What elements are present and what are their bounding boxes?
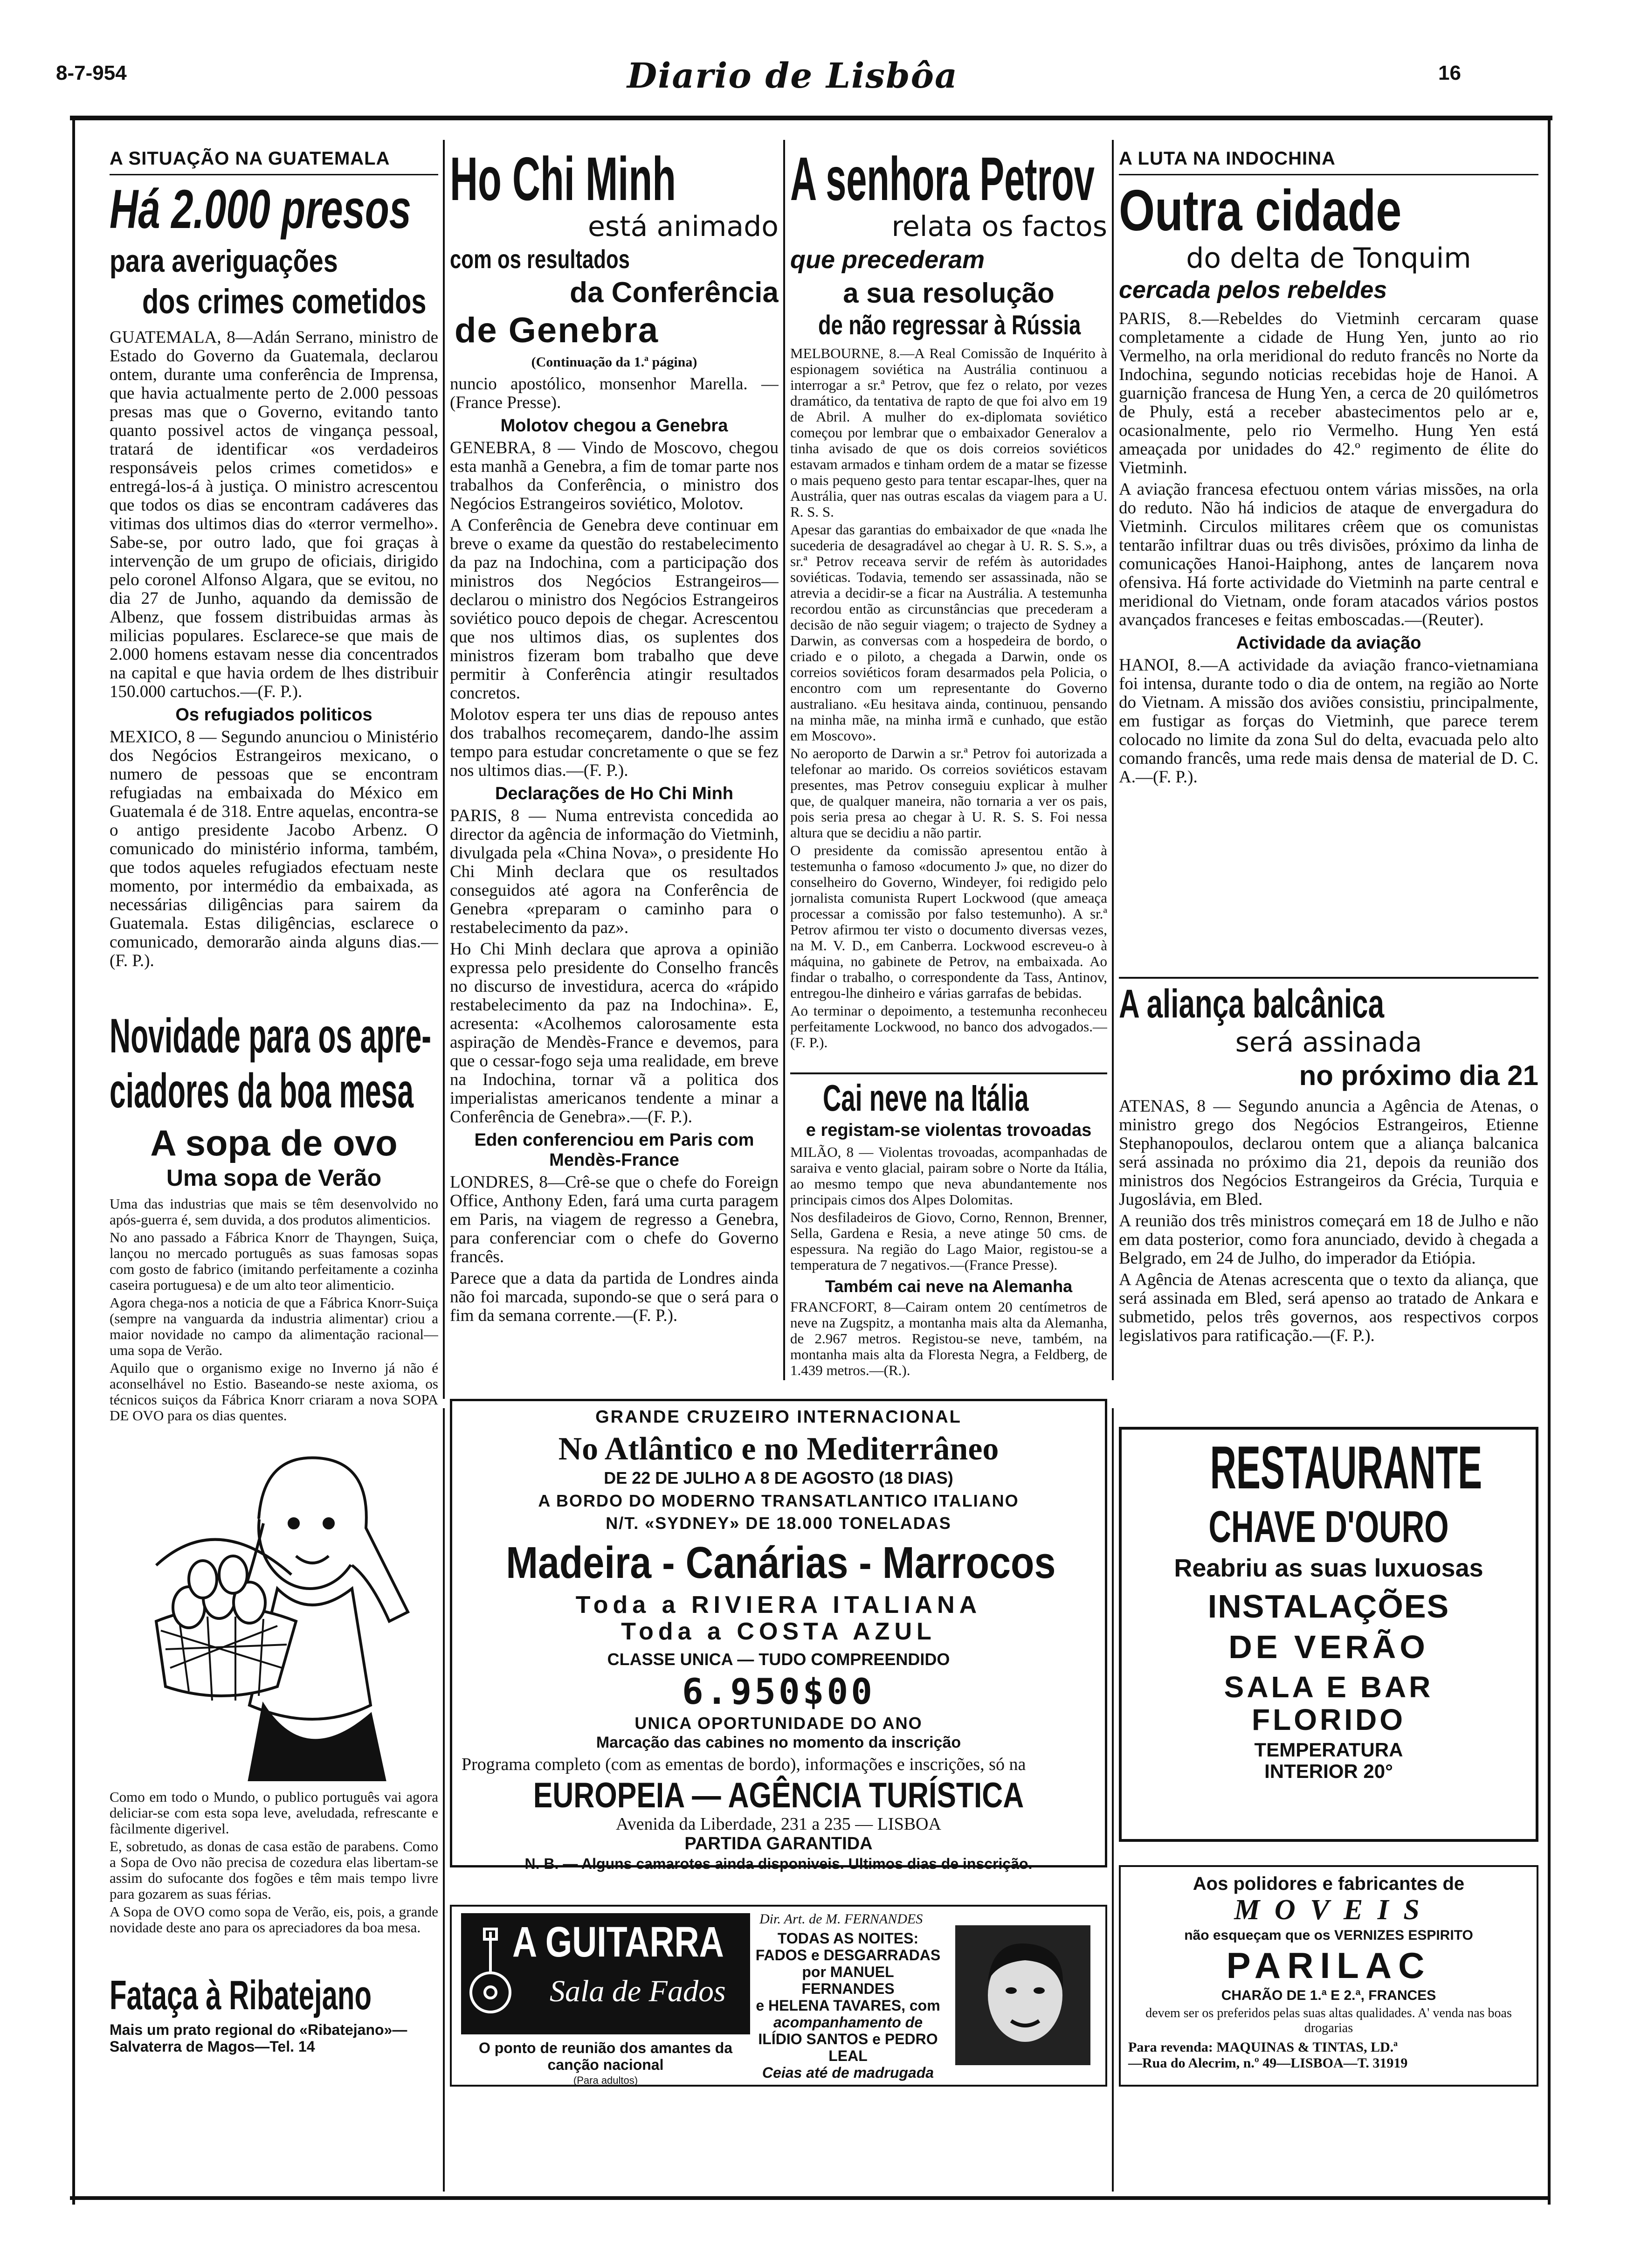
restaurant-line: SALA E BAR <box>1224 1670 1434 1704</box>
section-kicker: A SITUAÇÃO NA GUATEMALA <box>110 148 438 175</box>
snow-italy-article <box>790 1079 1107 1383</box>
ad-paragraph: Como em todo o Mundo, o publico português vai agora deliciar-se com esta sopa leve, aveludada, refrescante e fàcilmente digerivel. <box>110 1789 438 1837</box>
headline: relata os factos <box>891 210 1107 243</box>
ad-paragraph: A Sopa de OVO como sopa de Verão, eis, pois, a grande novidade deste ano para os apreciadores da boa mesa. <box>110 1903 438 1936</box>
column-divider <box>1112 1408 1114 2192</box>
cruise-line: No Atlântico e no Mediterrâneo <box>558 1431 999 1467</box>
headline: e registam-se violentas trovoadas <box>806 1120 1092 1140</box>
petrov-article <box>790 148 1107 1072</box>
headline: está animado <box>587 210 779 243</box>
restaurant-line: TEMPERATURA <box>1254 1738 1403 1761</box>
continuation-note: (Continuação da 1.ª página) <box>531 354 697 370</box>
ad-paragraph: E, sobretudo, as donas de casa estão de parabens. Como a Sopa de Ovo não precisa de cozedura elas libertam-se assim do sufocante dos fogões e têm mais tempo livre para gozarem as suas férias. <box>110 1838 438 1902</box>
article-paragraph: No aeroporto de Darwin a sr.ª Petrov foi autorizada a telefonar ao marido. Os correios soviéticos estavam presentes, mas Petrov conseguiu explicar à mulher que, de qualquer maneira, não tornaria a ver os pais, pois seria presa ao chegar à U. R. S. S. Foi nessa altura que se decidiu a não partir. <box>790 745 1107 841</box>
header-rule <box>70 116 1552 120</box>
page-border-left <box>72 116 75 2205</box>
column-divider <box>783 140 785 1380</box>
guitarra-line: por MANUEL FERNANDES <box>801 1964 895 1997</box>
article-paragraph: MELBOURNE, 8.—A Real Comissão de Inquérito à espionagem soviética na Austrália continuou a interrogar a sr.ª Petrov, que fez o relato, por vezes dramático, da tentativa de rapto de que foi alvo em 19 de Abril. A mulher do ex-diplomata soviético começou por lembrar que o embaixador Generalov a tinha avisado de que os dois correios soviéticos estavam armados e tinham ordem de a matar se fizesse o mais pequeno gesto para tentar escapar-lhes, quer na Austrália, quer nas outras escalas da viagem para a U. R. S. S. <box>790 345 1107 520</box>
restaurant-line: DE VERÃO <box>1228 1628 1429 1665</box>
ad-paragraph: Aquilo que o organismo exige no Inverno já não é aconselhável no Estio. Baseando-se neste axioma, os técnicos suiços da Fábrica Knorr criaram a nova SOPA DE OVO para os dias quentes. <box>110 1360 438 1424</box>
cruise-line: N/T. «SYDNEY» DE 18.000 TONELADAS <box>606 1513 952 1533</box>
guitarra-director: Dir. Art. de M. FERNANDES <box>759 1911 923 1927</box>
headline: Fataça à Ribatejano <box>110 1975 372 2018</box>
headline: Cai neve na Itália <box>823 1079 1029 1119</box>
parilac-advertisement <box>1119 1865 1538 2087</box>
page-border-right <box>1548 116 1551 2205</box>
section-rule <box>1119 977 1538 979</box>
ad-paragraph: Agora chega-nos a noticia de que a Fábrica Knorr-Suiça (sempre na vanguarda da industria alimentar) criou a maior novidade no campo da alimentação racional—uma sopa de Verão. <box>110 1294 438 1358</box>
cruise-note: N. B. — Alguns camarotes ainda disponiveis. Ultimos dias de inscrição. <box>524 1855 1033 1872</box>
article-paragraph: Ho Chi Minh declara que aprova a opinião expressa pelo presidente do Conselho francês no discurso de investidura, acerca do «rápido restabelecimento da paz na Indochina». E, acresenta: «Acolhemos calorosamente esta aspiração de Mendès-France e devemos, para que o cessar-fogo seja uma realidade, em breve na Indochina, tornar vã a politica dos imperialistas americanos tendente a minar a Conferência de Genebra».—(F. P.). <box>450 940 779 1127</box>
restaurant-line: INSTALAÇÕES <box>1207 1588 1450 1625</box>
guitarra-line: acompanhamento de <box>773 2014 923 2031</box>
parilac-line: Aos polidores e fabricantes de <box>1193 1874 1465 1894</box>
ad-headline: A sopa de ovo <box>150 1122 398 1163</box>
headline: de não regressar à Rússia <box>818 310 1081 340</box>
headline: dos crimes cometidos <box>142 282 427 321</box>
subheading: Declarações de Ho Chi Minh <box>495 784 733 803</box>
restaurant-advertisement <box>1119 1427 1538 1842</box>
headline: da Conferência <box>570 277 779 309</box>
balkan-alliance-article <box>1119 984 1538 1390</box>
headline: de Genebra <box>455 311 659 350</box>
guitar-icon <box>465 1927 516 2020</box>
sopa-de-ovo-ad <box>110 1012 438 1968</box>
subheading: Eden conferenciou em Paris com Mendès-France <box>474 1130 754 1170</box>
headline: A senhora Petrov <box>790 148 1095 213</box>
guitarra-note: (Para adultos) <box>573 2074 638 2086</box>
headline: Há 2.000 presos <box>110 179 412 240</box>
headline: Ho Chi Minh <box>450 148 676 213</box>
subheading: Os refugiados politicos <box>175 705 372 725</box>
headline: será assinada <box>1235 1026 1422 1058</box>
article-paragraph: MILÃO, 8 — Violentas trovoadas, acompanhadas de saraiva e vento glacial, pairam sobre o Norte da Itália, ao mesmo tempo que neva abundantemente nos principais cimos dos Alpes Dolomitas. <box>790 1144 1107 1208</box>
article-paragraph: ATENAS, 8 — Segundo anuncia a Agência de Atenas, o ministro grego dos Negócios Estrangeiros, Etienne Stephanopoulos, declarou ontem que a aliança balcanica será assinada no próximo dia 21, depois da reunião dos ministros dos Negócios Estrangeiros da Grécia, Turquia e Jugoslávia, em Bled. <box>1119 1097 1538 1209</box>
subheading: Molotov chegou a Genebra <box>500 416 728 436</box>
parilac-line: não esqueçam que os VERNIZES ESPIRITO <box>1184 1928 1473 1943</box>
article-paragraph: Ao terminar o depoimento, a testemunha reconheceu perfeitamente Lockwood, no banco dos advogados.—(F. P.). <box>790 1003 1107 1051</box>
page-border-bottom <box>70 2196 1551 2200</box>
cruise-price: 6.950$00 <box>682 1671 876 1713</box>
subheading: Actividade da aviação <box>1236 633 1421 653</box>
headline: para averiguações <box>110 243 338 279</box>
guitarra-subtitle: Sala de Fados <box>550 1974 726 2008</box>
article-paragraph: O presidente da comissão apresentou então à testemunha o famoso «documento J» que, no dizer do conselheiro do Governo, Windeyer, foi redigido pelo jornalista comunista Rupert Lockwood (que ameaça processar a comissão por falso testemunho). A sr.ª Petrov afirmou ter visto o documento diversas vezes, na M. V. D., em Canberra. Lockwood escreveu-o à máquina, no gabinete de Petrov, na embaixada. Ao findar o trabalho, o correspondente da Tass, Antinov, entregou-lhe dinheiro e várias garrafas de bebidas. <box>790 842 1107 1001</box>
section-rule <box>790 1072 1107 1074</box>
restaurant-line: FLORIDO <box>1252 1703 1406 1737</box>
parilac-line: —Rua do Alecrim, n.º 49—LISBOA—T. 31919 <box>1128 2055 1408 2071</box>
parilac-line: M O V E I S <box>1234 1894 1423 1926</box>
guitarra-line: TODAS AS NOITES: <box>777 1930 919 1947</box>
ad-headline: ciadores da boa mesa <box>110 1064 414 1118</box>
ho-chi-minh-article <box>450 148 779 1379</box>
article-paragraph: A Agência de Atenas acrescenta que o texto da aliança, que será assinada em Bled, será apenso ao tratado de Ankara e submetido, pelos três governos, aos respectivos corpos legislativos para ratificação.—(F. P.). <box>1119 1270 1538 1345</box>
ad-paragraph: No ano passado a Fábrica Knorr de Thayngen, Suiça, lançou no mercado português as suas famosas sopas com gosto de fabrico (imitando perfeitamente a cozinha caseira portuguesa) e de um alto teor alimenticio. <box>110 1229 438 1293</box>
column-divider <box>443 1408 445 2192</box>
guitarra-line: Ceias até de madrugada <box>762 2064 934 2081</box>
restaurant-line: RESTAURANTE <box>1210 1433 1482 1501</box>
article-paragraph: PARIS, 8.—Rebeldes do Vietminh cercaram quase completamente a cidade de Hung Yen, junto ao rio Vermelho, na orla meridional do reduto francês no Norte da Indochina, segundo noticias recebidas hoje de Hanoi. A guarnição francesa de Hung Yen, a cerca de 20 quilómetros de Phuly, está a receber abastecimentos pelo ar e, ocasionalmente, pelo rio Vermelho. Hung Yen está ameaçada por unidades do 42.º regimento de élite do Vietminh. <box>1119 309 1538 477</box>
ad-headline: Uma sopa de Verão <box>166 1165 382 1191</box>
article-paragraph: A Conferência de Genebra deve continuar em breve o exame da questão do restabelecimento da paz na Indochina, com a participação dos ministros dos Negócios Estrangeiros—declarou o ministro dos Negócios Estrangeiros soviético pouco depois de chegar. Acrescentou que nos ultimos dias, os suplentes dos ministros fizeram bom trabalho que deve permitir à Conferência atingir resultados concretos. <box>450 516 779 703</box>
guitarra-logo-panel <box>461 1913 750 2034</box>
headline: cercada pelos rebeldes <box>1119 277 1387 304</box>
parilac-line: devem ser os preferidos pelas suas altas qualidades. A' venda nas boas drogarias <box>1145 2005 1512 2035</box>
cruise-line: PARTIDA GARANTIDA <box>684 1834 873 1854</box>
guitarra-program <box>755 1930 941 2081</box>
issue-date: 8-7-954 <box>56 62 127 84</box>
travel-agency-address: Avenida da Liberdade, 231 a 235 — LISBOA <box>616 1814 941 1834</box>
article-paragraph: nuncio apostólico, monsenhor Marella. —(France Presse). <box>450 374 779 412</box>
parilac-line: Para revenda: MAQUINAS & TINTAS, LD.ª <box>1128 2039 1398 2055</box>
singer-photo <box>955 1925 1090 2065</box>
column-divider <box>443 140 445 1399</box>
fataca-item <box>110 1975 438 2068</box>
parilac-line: CHARÃO DE 1.ª E 2.ª, FRANCES <box>1221 1987 1436 2003</box>
article-paragraph: Parece que a data da partida de Londres ainda não foi marcada, supondo-se que o será para o fim da semana corrente.—(F. P.). <box>450 1269 779 1325</box>
fataca-text: Mais um prato regional do «Ribatejano»—Salvaterra de Magos—Tel. 14 <box>110 2021 407 2055</box>
article-paragraph: Molotov espera ter uns dias de repouso antes dos trabalhos recomeçarem, dando-lhe assim tempo para estudar concretamente o que se fez nos ultimos dias.—(F. P.). <box>450 705 779 780</box>
cruise-line: UNICA OPORTUNIDADE DO ANO <box>634 1713 923 1733</box>
headline: a sua resolução <box>843 277 1055 309</box>
article-paragraph: A reunião dos três ministros começará em 18 de Julho e não em data posterior, como fora anunciado, devido à chegada a Belgrado, em 24 de Julho, do imperador da Etiópia. <box>1119 1211 1538 1268</box>
guitarra-title: A GUITARRA <box>512 1918 724 1966</box>
headline: no próximo dia 21 <box>1299 1060 1538 1091</box>
article-paragraph: A aviação francesa efectuou ontem várias missões, na orla do reduto. Não há indicios de ataque de envergadura do Vietminh. Circulos militares crêem que os comunistas tentarão infiltrar duas ou três divisões, próximo da linha de comunicações Hanoi-Haiphong, antes de lançarem nova ofensiva. Há forte actividade do Vietminh na parte central e meridional do Vietnam, onde foram atacados vários postos avançados franceses e feitas emboscadas.—(Reuter). <box>1119 480 1538 629</box>
article-paragraph: HANOI, 8.—A actividade da aviação franco-vietnamiana foi intensa, durante todo o dia de ontem, na região ao Norte do Vietnam. A missão dos aviões consistiu, principalmente, em fustigar as forças do Vietminh, que parece terem colocado no limite da zona Sul do delta, evacuada pelo alto comando francês, uma rede mais densa de material de D. C. A.—(F. P.). <box>1119 656 1538 787</box>
headline: do delta de Tonquim <box>1186 242 1471 275</box>
guitarra-line: ILÍDIO SANTOS e PEDRO <box>758 2031 938 2047</box>
article-paragraph: Nos desfiladeiros de Giovo, Corno, Rennon, Brenner, Sella, Gardena e Resia, a neve atinge 50 cms. de espessura. Na região do Lago Maior, registou-se a temperatura de 7 negativos.—(France Presse). <box>790 1209 1107 1273</box>
guatemala-article <box>110 148 438 1020</box>
guitarra-advertisement <box>450 1905 1107 2087</box>
restaurant-line: Reabriu as suas luxuosas <box>1174 1554 1483 1582</box>
cruise-line: DE 22 DE JULHO A 8 DE AGOSTO (18 DIAS) <box>604 1468 953 1487</box>
cruise-line: Toda a COSTA AZUL <box>621 1618 936 1646</box>
subheading: Também cai neve na Alemanha <box>825 1277 1073 1296</box>
masthead: Diario de Lisbôa <box>627 56 958 96</box>
indochina-article <box>1119 148 1538 988</box>
article-paragraph: PARIS, 8 — Numa entrevista concedida ao director da agência de informação do Vietminh, divulgada pela «China Nova», o presidente Ho Chi Minh declara que os resultados conseguidos até agora na Conferência de Genebra «preparam o caminho para o restabelecimento da paz». <box>450 806 779 937</box>
guitarra-line: e HELENA TAVARES, com <box>756 1997 940 2014</box>
cruise-line: GRANDE CRUZEIRO INTERNACIONAL <box>595 1407 962 1427</box>
section-kicker: A LUTA NA INDOCHINA <box>1119 148 1538 175</box>
cruise-destinations: Madeira - Canárias - Marrocos <box>506 1537 1056 1588</box>
guitarra-line: LEAL <box>828 2047 868 2064</box>
woman-with-egg-basket-illustration <box>110 1425 436 1789</box>
article-paragraph: LONDRES, 8—Crê-se que o chefe do Foreign Office, Anthony Eden, fará uma curta paragem em Paris, na viagem de regresso a Genebra, para conferenciar com o chefe do Governo francês. <box>450 1173 779 1266</box>
restaurant-line: INTERIOR 20° <box>1264 1760 1393 1782</box>
article-paragraph: GUATEMALA, 8—Adán Serrano, ministro de Estado do Governo da Guatemala, declarou ontem, durante uma conferência de Imprensa, que havia actualmente perto de 2.000 pessoas presas mas que o Governo, evitando tanto quanto possivel actos de vingança pessoal, tratará de identificar «os verdadeiros responsáveis pelos crimes cometidos» e entregá-los-á à justiça. O ministro acrescentou que todos os dias se encontram cadáveres das vitimas dos ultimos dias do «terror vermelho». Sabe-se, por outro lado, que foi graças à intervenção de um grupo de oficiais, dirigido pelo coronel Alfonso Algara, que se evitou, no dia 27 de Junho, aquando da demissão de Albenz, que fossem distribuidas armas às milicias populares. Esclarece-se que mais de 2.000 homens estavam nesse dia concentrados na capital e que havia ordem de lhes distribuir 150.000 cartuchos.—(F. P.). <box>110 328 438 701</box>
guitarra-tagline: O ponto de reunião dos amantes da canção nacional <box>478 2040 733 2073</box>
article-paragraph: GENEBRA, 8 — Vindo de Moscovo, chegou esta manhã a Genebra, a fim de tomar parte nos trabalhos da Conferência, o ministro dos Negócios Estrangeiros soviético, Molotov. <box>450 438 779 513</box>
restaurant-name: CHAVE D'OURO <box>1208 1502 1449 1552</box>
ad-headline: Novidade para os apre- <box>110 1012 432 1063</box>
article-paragraph: FRANCFORT, 8—Cairam ontem 20 centímetros de neve na Zugspitz, a montanha mais alta da Alemanha, de 2.967 metros. Registou-se neve, também, na montanha mais alta da Floresta Negra, a Feldberg, de 1.439 metros.—(R.). <box>790 1299 1107 1378</box>
page-number: 16 <box>1438 62 1461 84</box>
headline: Outra cidade <box>1119 179 1402 243</box>
headline: A aliança balcânica <box>1119 984 1385 1026</box>
cruise-line: CLASSE UNICA — TUDO COMPREENDIDO <box>607 1649 950 1669</box>
guitarra-line: FADOS e DESGARRADAS <box>755 1947 941 1964</box>
ad-paragraph: Uma das industrias que mais se têm desenvolvido no após-guerra é, sem duvida, a dos produtos alimenticios. <box>110 1196 438 1228</box>
cruise-line: Toda a RIVIERA ITALIANA <box>575 1591 982 1619</box>
article-paragraph: MEXICO, 8 — Segundo anunciou o Ministério dos Negócios Estrangeiros mexicano, o numero de pessoas que se encontram refugiadas na embaixada do México em Guatemala é de 318. Entre aquelas, encontra-se o antigo presidente Jacobo Arbenz. O comunicado do ministério informa, também, que todos aqueles refugiados efectuam neste momento, por intermédio da embaixada, as necessárias diligências para sairem da Guatemala. Estas diligências, esclarece o comunicado, demorarão ainda alguns dias.—(F. P.). <box>110 727 438 970</box>
cruise-line: Marcação das cabines no momento da inscrição <box>596 1734 961 1752</box>
article-paragraph: Apesar das garantias do embaixador de que «nada lhe sucederia de desagradável ao chegar à U. R. S. S.», a sr.ª Petrov receava servir de refém às autoridades soviéticas. Todavia, temendo ser assassinada, não se atrevia a decidir-se a ficar na Austrália. A testemunha recordou então as circunstâncias que precederam a decisão de não seguir viagem; o trajecto de Sydney a Darwin, as conversas com a hospedeira de bordo, o criado e o piloto, a chegada a Darwin, onde os correios soviéticos foram desarmados pela Policia, o encontro com um representante do Governo australiano. «Eu hesitava ainda, continuou, pensando na minha mãe, na minha irmã e cunhado, que estão em Moscovo». <box>790 521 1107 744</box>
headline: que precederam <box>790 246 985 274</box>
cruise-line: A BORDO DO MODERNO TRANSATLANTICO ITALIANO <box>538 1491 1019 1511</box>
parilac-brand: PARILAC <box>1226 1945 1431 1986</box>
cruise-advertisement <box>450 1399 1107 1872</box>
column-divider <box>1112 140 1114 1380</box>
travel-agency-name: EUROPEIA — AGÊNCIA TURÍSTICA <box>533 1775 1024 1815</box>
headline: com os resultados <box>450 244 630 274</box>
cruise-line: Programa completo (com as ementas de bordo), informações e inscrições, só na <box>462 1754 1026 1774</box>
